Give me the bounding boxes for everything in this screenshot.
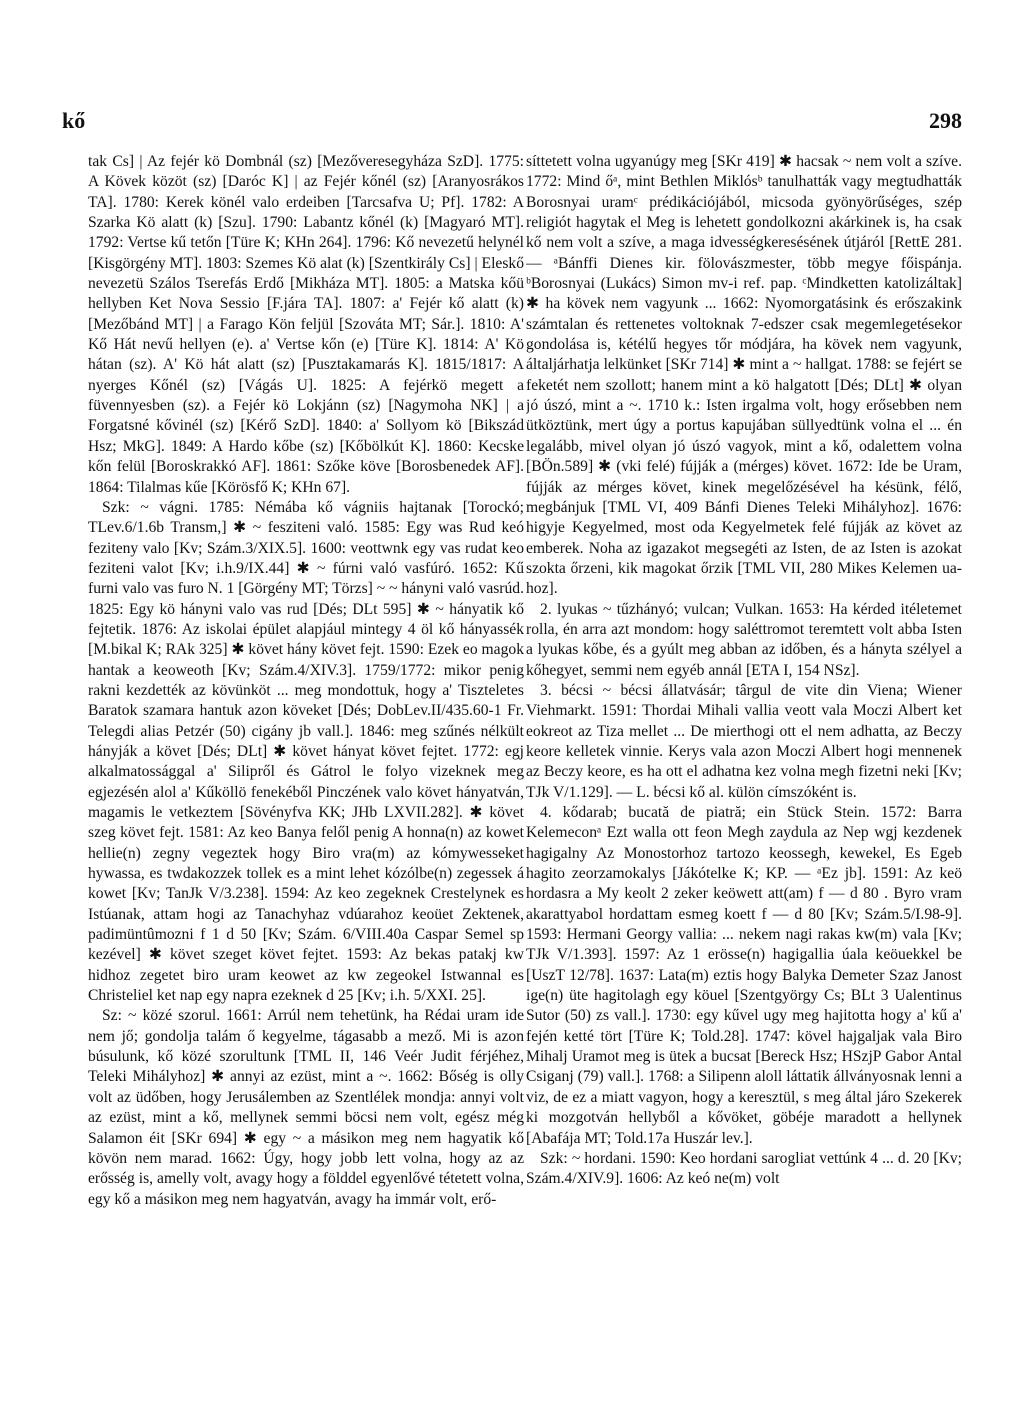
- page-number: 298: [929, 108, 962, 133]
- entry-paragraph: Szk: ~ hordani. 1590: Keo hordani sarogliat vettúnk 4 ... d. 20 [Kv; Szám.4/XIV.9]. 1606: Az keó ne(m) volt: [526, 1149, 962, 1188]
- left-column: [88, 152, 524, 1402]
- entry-paragraph: 4. kődarab; bucată de piatră; ein Stück Stein. 1572: Barra Kelemeconᵃ Ezt walla ott feon Megh zaydula az Nep wgj kezdenek hagigalny Az Monostorhoz tartozo keossegh, kewekel, Es Egeb hagito zeorzamokalys [Jákótelke K; KP. — ᵃEz jb]. 1591: Az keö hordasra a My keolt 2 zeker keöwett att(am) f — d 80 . Byro vram akarattyabol hordattam esmeg koett f — d 80 [Kv; Szám.5/I.98-9]. 1593: Hermani Georgy vallia: ... nekem nagi rakas kw(m) vala [Kv; TJk V/1.393]. 1597: Az 1 erösse(n) hagigallia úala keöuekkel be [UszT 12/78]. 1637: Lata(m) eztis hogy Balyka Demeter Szaz Janost ige(n) üte hagitolagh egy köuel [Szentgyörgy Cs; BLt 3 Ualentinus Sutor (50) zs vall.]. 1730: egy kűvel ugy meg hajitotta hogy a' kű a' fején ketté tört [Türe K; Told.28]. 1747: kövel hajgaljak vala Biro Mihalj Uramot meg is ütek a bucsat [Bereck Hsz; HSzjP Gabor Antal Csiganj (79) vall.]. 1768: a Silipenn aloll láttatik állványosnak lenni a viz, de ez a miatt vagyon, hogy a keresztül, s meg által járo Szekerek ki mozgotván hellyből a kővöket, göbéje maradott a hellynek [Abafája MT; Told.17a Huszár lev.].: [526, 804, 962, 1147]
- entry-paragraph: 3. bécsi ~ bécsi állatvásár; târgul de vite din Viena; Wiener Viehmarkt. 1591: Thordai Mihali vallia veott vala Moczi Albert ket eokreot az Tiza mellet ... De mierthogi ott el nem adhatta, az Beczy keore kelletek vinnie. Kerys vala azon Moczi Albert hogi mennenek az Beczy keore, es ha ott el adhatna kez volna megh fizetni neki [Kv; TJk V/1.129]. — L. bécsi kő al. külön címszóként is.: [526, 681, 962, 801]
- page-header: [62, 108, 962, 138]
- entry-paragraph: síttetett volna ugyanúgy meg [SKr 419] ✱ hacsak ~ nem volt a szíve. 1772: Mind őᵃ, mint Bethlen Miklósᵇ tanulhatták vagy megtudhatták Borosnyai uramᶜ prédikációjából, micsoda gyönyörűséges, szép religiót hagytak el Meg is lehetett gondolkozni akárkinek is, ha csak kő nem volt a szíve, a maga idvességkeresésének útjáról [RettE 281. — ᵃBánffi Dienes kir. fölovászmester, több megye főispánja. ᵇBorosnyai (Lukács) Simon mv-i ref. pap. ᶜMindketten katolizáltak] ✱ ha kövek nem vagyunk ... 1662: Nyomorgatásink és erőszakink számtalan és rettenetes voltoknak 7-edszer csak megemlegetésekor gondolása is, kétélű hegyes tőr módjára, ha kövek nem vagyunk, általjárhatja lelkünket [SKr 714] ✱ mint a ~ hallgat. 1788: se fejért se feketét nem szollott; hanem mint a kö halgatott [Dés; DLt] ✱ olyan jó úszó, mint a ~. 1710 k.: Isten irgalma volt, hogy erősebben nem ütköztünk, mert úgy a portus kapujában süllyedtünk volna el ... én legalább, mivel olyan jó úszó vagyok, mint a kő, odalettem volna [BÖn.589] ✱ (vki felé) fújják a (mérges) követ. 1672: Ide be Uram, fújják az mérges követ, kinek megelőzésével ha késünk, félő, megbánjuk [TML VI, 409 Bánfi Dienes Teleki Mihályhoz]. 1676: higyje Kegyelmed, most oda Kegyelmetek felé fújják az követ az emberek. Noha az igazakot megsegéti az Isten, de az Isten is azokat szokta őrzeni, kik magokat őrzik [TML VII, 280 Mikes Kelemen ua-hoz].: [526, 153, 962, 598]
- running-headword: kő: [62, 108, 86, 133]
- entry-paragraph: tak Cs] | Az fejér kö Dombnál (sz) [Mezőveresegyháza SzD]. 1775: A Kövek közöt (sz) [Daróc K] | az Fejér kőnél (sz) [Aranyosrákos TA]. 1780: Kerek könél valo erdeiben [Tarcsafva U; Pf]. 1782: A Szarka Kö alatt (k) [Szu]. 1790: Labantz kőnél (k) [Magyaró MT]. 1792: Vertse kű tetőn [Türe K; KHn 264]. 1796: Kő nevezetű helynél [Kisgörgény MT]. 1803: Szemes Kö alat (k) [Szentkirály Cs] | Eleskő nevezetü Szálos Tserefás Erdő [Mikháza MT]. 1805: a Matska kőü hellyben Ket Nova Sessio [F.jára TA]. 1807: a' Fejér kő alatt (k) [Mezőbánd MT] | a Farago Kön feljül [Szováta MT; Sár.]. 1810: A' Kő Hát nevű hellyen (e). a' Vertse kőn (e) [Türe K]. 1814: A' Kö hátan (sz). A' Kö hát alatt (sz) [Pusztakamarás K]. 1815/1817: A nyerges Kőnél (sz) [Vágás U]. 1825: A fejérkö megett a füvennyesben (sz). a Fejér kö Lokjánn (sz) [Nagymoha NK] | a Forgatsné kővinél (sz) [Kérő SzD]. 1840: a' Sollyom kö [Bikszád Hsz; MkG]. 1849: A Hardo kőbe (sz) [Kőbölkút K]. 1860: Kecske kőn felül [Boroskrakkó AF]. 1861: Szőke köve [Borosbenedek AF]. 1864: Tilalmas kűe [Körösfő K; KHn 67].: [88, 153, 524, 496]
- entry-paragraph: Sz: ~ közé szorul. 1661: Arrúl nem tehetünk, ha Rédai uram ide nem jő; gondolja talám ő kegyelme, tágasabb a mező. Mi is azon búsulunk, kő közé szorultunk [TML II, 146 Veér Judit férjéhez, Teleki Mihályhoz] ✱ annyi az ezüst, mint a ~. 1662: Bőség is olly volt az üdőben, hogy Jerusálemben az Szentlélek mondja: annyi volt az ezüst, mint a kő, mellynek semmi böcsi nem volt, egész még Salamon éit [SKr 694] ✱ egy ~ a másikon meg nem hagyatik kő kövön nem marad. 1662: Úgy, hogy jobb lett volna, hogy az az erősség is, amelly volt, avagy hogy a földdel egyenlővé tétetett volna, egy kő a másikon meg nem hagyatván, avagy ha immár volt, erő-: [88, 1007, 524, 1208]
- entry-paragraph: Szk: ~ vágni. 1785: Némába kő vágniis hajtanak [Torockó; TLev.6/1.6b Transm,] ✱ ~ fesziteni való. 1585: Egy was Rud keó fezitenу valo [Kv; Szám.3/XIX.5]. 1600: veottwnk egy vas rudat keo feziteni valot [Kv; i.h.9/IX.44] ✱ ~ fúrni való vasfúró. 1652: Kű furni valo vas furo N. 1 [Görgény MT; Törzs] ~ ~ hányni való vasrúd. 1825: Egy kö hányni valo vas rud [Dés; DLt 595] ✱ ~ hányatik kő fejtetik. 1876: Az iskolai épület alapjául mintegy 4 öl kő hányassék [M.bikal K; RAk 325] ✱ követ hány követ fejt. 1590: Ezek eo magok hantak a keoweoth [Kv; Szám.4/XIV.3]. 1759/1772: mikor penig rakni kezdették az kövünköt ... meg mondottuk, hogy a' Tiszteletes Baratok szamara hantuk azon köveket [Dés; DobLev.II/435.60-1 Fr. Telegdi alias Petzér (50) cigány jb vall.]. 1846: meg szűnés nélkült hányják a követ [Dés; DLt] ✱ követ hányat követ fejtet. 1772: egj alkalmatossággal a' Silipről és Gátrol le folyo vizeknek meg egjezésén alol a' Kűköllö fenekéből Pinczének valo követ hányatván, magamis le vetkeztem [Sövényfva KK; JHb LXVII.282]. ✱ követ szeg követ fejt. 1581: Az keo Banya felől penig A honna(n) az kowet hellie(n) zegny vegeztek hogy Biro vra(m) az kómywesseket hywassa, es twdakozzek tollek es a mint lehet kózólbe(n) zegessek á kowet [Kv; TanJk V/3.238]. 1594: Az keo zegeknek Crestelynek es Istúanak, attam hogi az Tanachyhaz vdúarahoz keoüet Zektenek, padimüntûmozni f 1 d 50 [Kv; Szám. 6/VIII.40a Caspar Semel sp kezével] ✱ követ szeget követ fejtet. 1593: Az bekas patakj kw hidhoz zegetet biro uram keowet az kw zegeokel Istwannal es Christeliel ket nap egy napra ezeknek d 25 [Kv; i.h. 5/XXI. 25].: [88, 498, 524, 1005]
- entry-paragraph: 2. lyukas ~ tűzhányó; vulcan; Vulkan. 1653: Ha kérded itéletemet rolla, én arra azt mondom: hogy saléttromot teremtett volt abba Isten a lyukas kőbe, és a gyúlt meg abban az időben, és a hányta szélyel a kőhegyet, semmi nem egyéb annál [ETA I, 154 NSz].: [526, 600, 962, 679]
- right-column: [526, 152, 962, 1402]
